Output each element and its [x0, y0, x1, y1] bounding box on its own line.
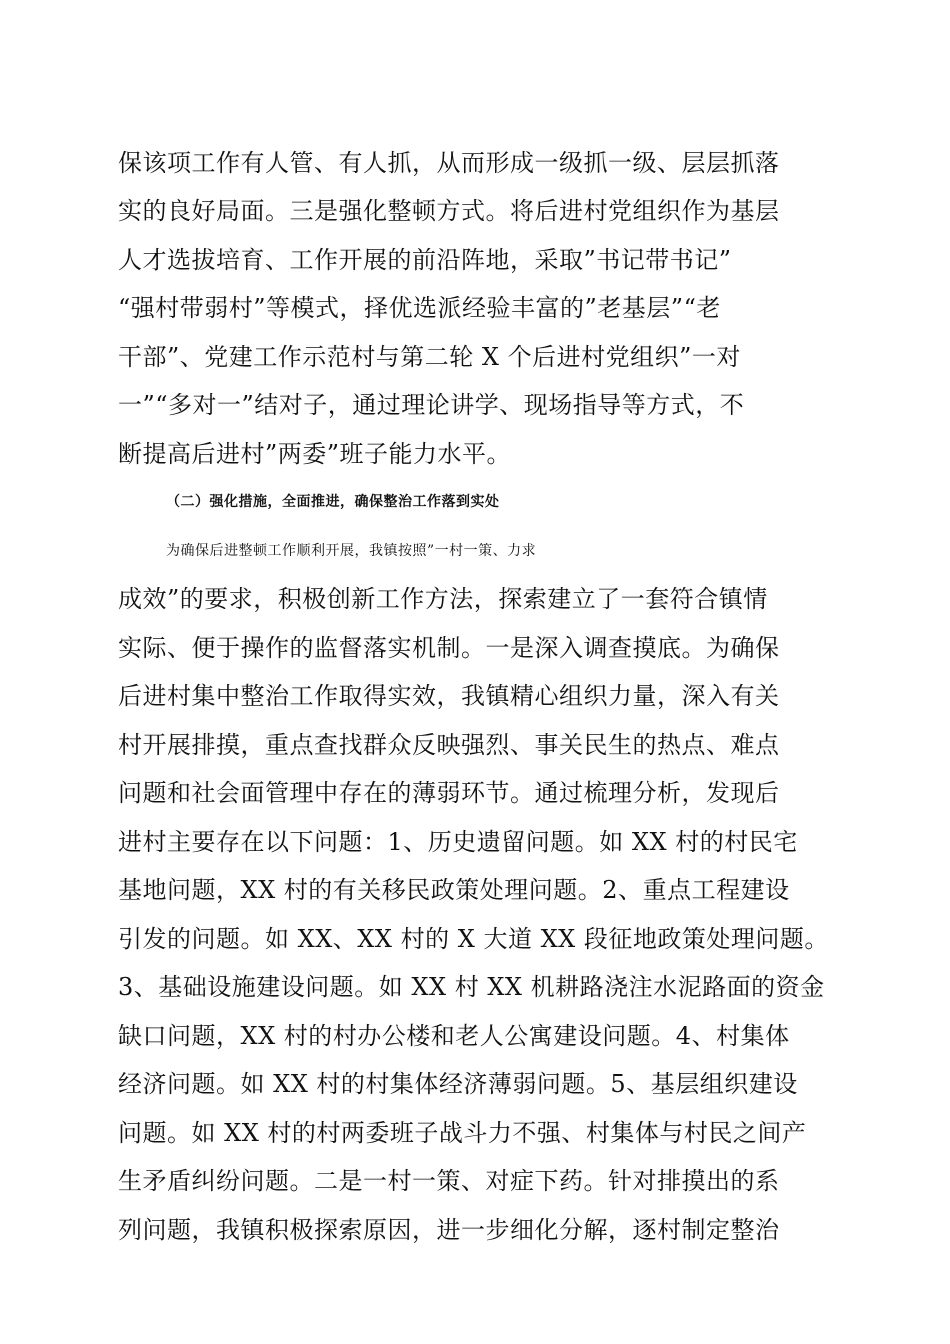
- paragraph-line: 实的良好局面。三是强化整顿方式。将后进村党组织作为基层: [118, 197, 780, 225]
- paragraph-line: 一”“多对一”结对子，通过理论讲学、现场指导等方式，不: [118, 391, 745, 419]
- paragraph-line: 生矛盾纠纷问题。二是一村一策、对症下药。针对排摸出的系: [118, 1167, 780, 1195]
- paragraph-line: 为确保后进整顿工作顺利开展，我镇按照”一村一策、力求: [166, 543, 537, 559]
- paragraph-line: 保该项工作有人管、有人抓，从而形成一级抓一级、层层抓落: [118, 149, 780, 177]
- paragraph-line: 问题。如 XX 村的村两委班子战斗力不强、村集体与村民之间产: [118, 1119, 807, 1147]
- paragraph-line: 缺口问题，XX 村的村办公楼和老人公寓建设问题。4、村集体: [118, 1022, 790, 1050]
- paragraph-line: 进村主要存在以下问题：1、历史遗留问题。如 XX 村的村民宅: [118, 828, 798, 856]
- paragraph-line: 村开展排摸，重点查找群众反映强烈、事关民生的热点、难点: [118, 731, 780, 759]
- paragraph-line: 实际、便于操作的监督落实机制。一是深入调查摸底。为确保: [118, 634, 780, 662]
- paragraph-line: “强村带弱村”等模式，择优选派经验丰富的”老基层”“老: [118, 294, 721, 322]
- paragraph-line: 人才选拔培育、工作开展的前沿阵地，采取”书记带书记”: [118, 246, 732, 274]
- paragraph-line: 断提高后进村”两委”班子能力水平。: [118, 440, 512, 468]
- paragraph-line: 成效”的要求，积极创新工作方法，探索建立了一套符合镇情: [118, 585, 768, 613]
- paragraph-line: 列问题，我镇积极探索原因，进一步细化分解，逐村制定整治: [118, 1216, 780, 1244]
- paragraph-line: 基地问题，XX 村的有关移民政策处理问题。2、重点工程建设: [118, 876, 790, 904]
- paragraph-line: 干部”、党建工作示范村与第二轮 X 个后进村党组织”一对: [118, 343, 741, 371]
- paragraph-line: 经济问题。如 XX 村的村集体经济薄弱问题。5、基层组织建设: [118, 1070, 798, 1098]
- paragraph-line: 后进村集中整治工作取得实效，我镇精心组织力量，深入有关: [118, 682, 780, 710]
- paragraph-line: 3、基础设施建设问题。如 XX 村 XX 机耕路浇注水泥路面的资金: [118, 973, 825, 1001]
- paragraph-line: 问题和社会面管理中存在的薄弱环节。通过梳理分析，发现后: [118, 779, 780, 807]
- paragraph-line: 引发的问题。如 XX、XX 村的 X 大道 XX 段征地政策处理问题。: [118, 925, 829, 953]
- section-heading: （二）强化措施，全面推进，确保整治工作落到实处: [166, 494, 500, 510]
